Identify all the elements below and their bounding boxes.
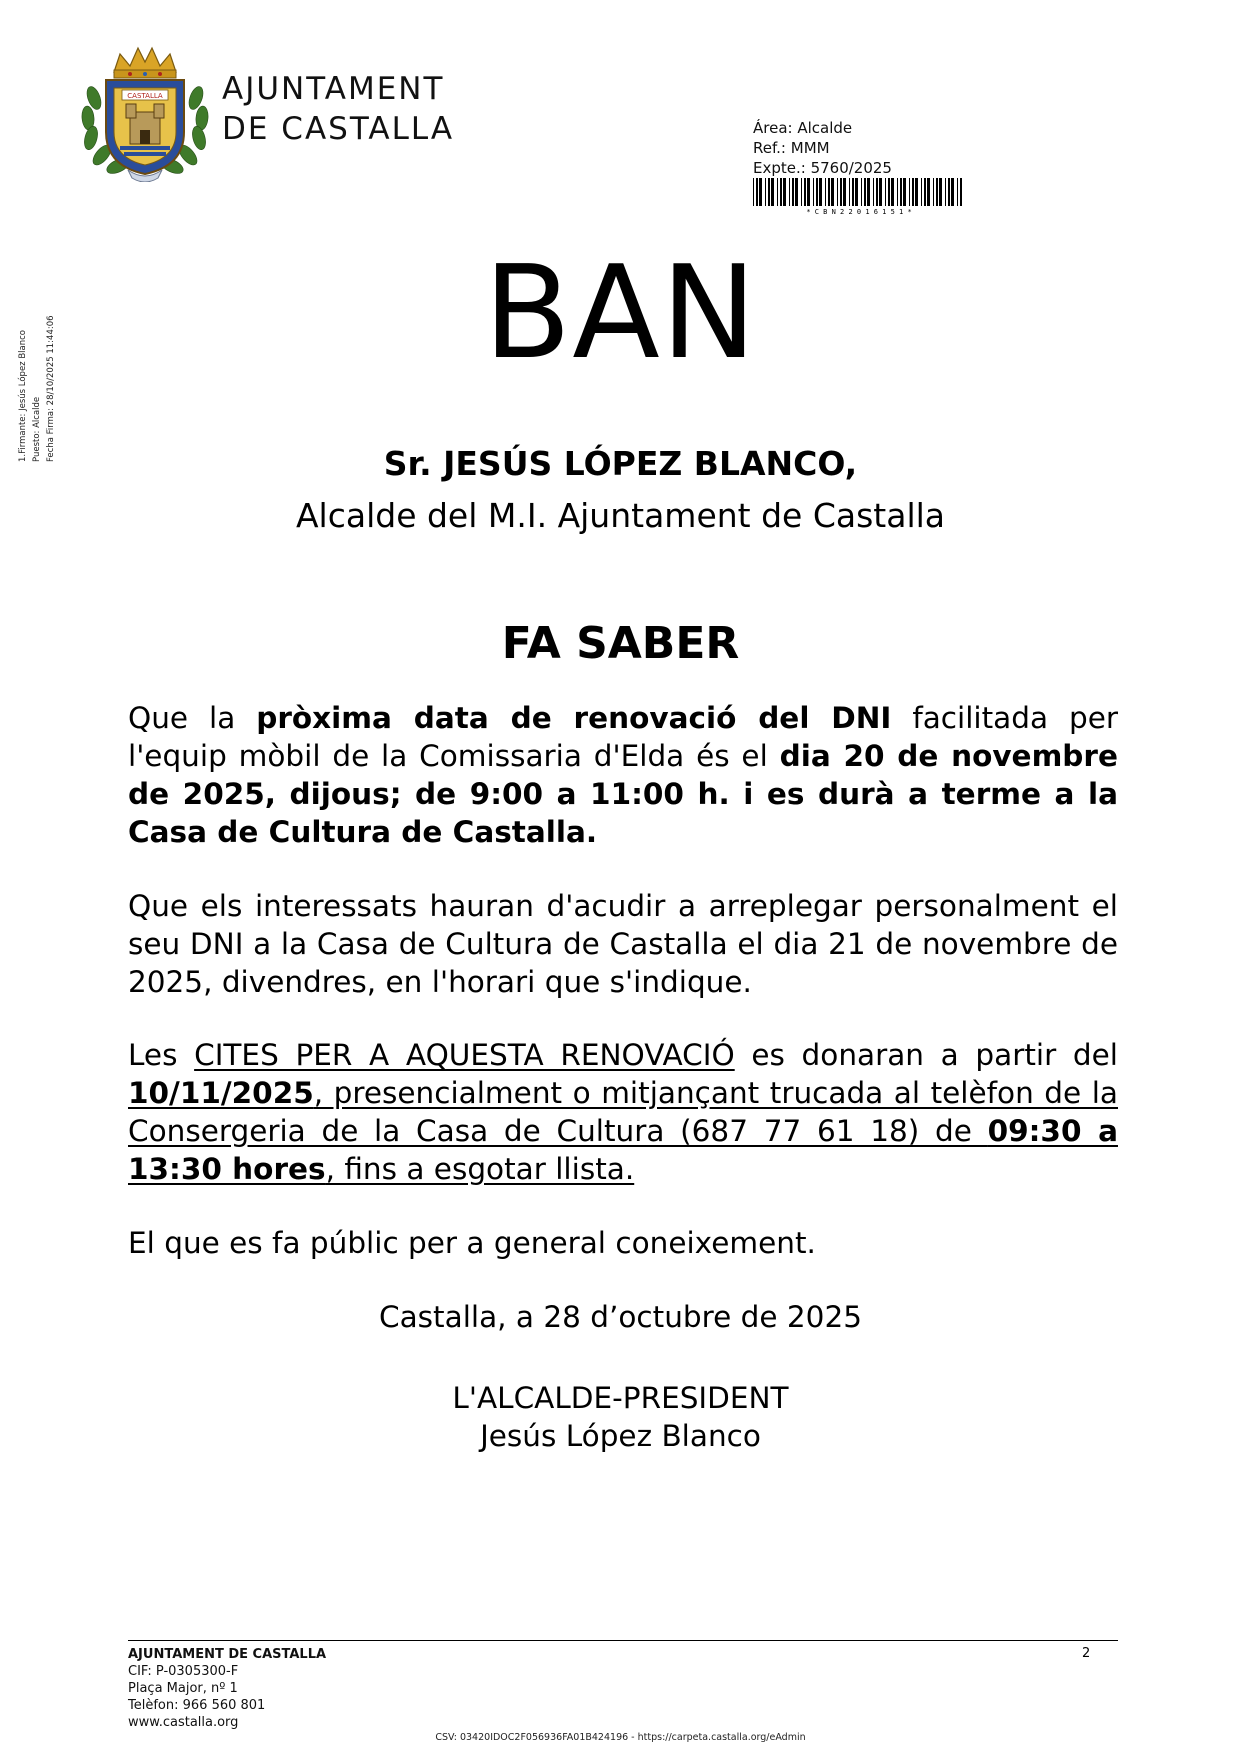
p3-text-f: 09:30 a 13:30 hores bbox=[128, 1114, 1118, 1186]
signatory-title: L'ALCALDE-PRESIDENT bbox=[452, 1381, 789, 1415]
barcode-bar bbox=[789, 178, 790, 206]
footer-phone: Telèfon: 966 560 801 bbox=[128, 1698, 266, 1713]
document-title: BAN bbox=[483, 239, 758, 388]
barcode-bar bbox=[771, 178, 774, 206]
barcode-bar bbox=[852, 178, 854, 206]
barcode-bar bbox=[912, 178, 914, 206]
barcode-bar bbox=[921, 178, 922, 206]
barcode-bar bbox=[867, 178, 870, 206]
reference-area: Área: Alcalde bbox=[753, 119, 853, 137]
barcode-bar bbox=[756, 178, 758, 206]
p3-text-g: , fins a esgotar llista. bbox=[325, 1152, 635, 1186]
barcode-bar bbox=[831, 178, 834, 206]
reference-file-number: Expte.: 5760/2025 bbox=[753, 159, 892, 177]
p3-text-d: 10/11/2025 bbox=[128, 1076, 314, 1110]
barcode-bar bbox=[864, 178, 866, 206]
page-number: 2 bbox=[1082, 1646, 1091, 1661]
barcode-bar bbox=[927, 178, 930, 206]
barcode-bar bbox=[897, 178, 898, 206]
coat-of-arms-logo bbox=[76, 40, 214, 182]
paragraph-appointments bbox=[128, 1036, 1118, 1188]
barcode-bar bbox=[777, 178, 778, 206]
paragraph-renewal-date bbox=[128, 699, 1118, 851]
barcode-bar bbox=[855, 178, 858, 206]
mayor-role: Alcalde del M.I. Ajuntament de Castalla bbox=[295, 496, 946, 535]
barcode-bar bbox=[909, 178, 910, 206]
barcode-bar bbox=[828, 178, 830, 206]
barcode-bar bbox=[843, 178, 846, 206]
barcode-bar bbox=[780, 178, 782, 206]
barcode-bar bbox=[924, 178, 926, 206]
footer-organization: AJUNTAMENT DE CASTALLA bbox=[128, 1647, 327, 1662]
barcode-bar bbox=[807, 178, 810, 206]
p3-text-a: Les bbox=[128, 1038, 195, 1072]
barcode-bar bbox=[795, 178, 798, 206]
barcode-bar bbox=[885, 178, 886, 206]
paragraph-pickup: Que els interessats hauran d'acudir a arreplegar personalment el seu DNI a la Casa de Cultura de Castalla el dia 21 de novembre de 2025, divendres, en l'horari que s'indique. bbox=[128, 889, 1118, 999]
barcode-bar bbox=[804, 178, 806, 206]
paragraph-public-notice: El que es fa públic per a general coneixement. bbox=[128, 1226, 816, 1260]
barcode-bar bbox=[759, 178, 762, 206]
barcode-bar bbox=[939, 178, 942, 206]
barcode-text: * C B N 2 2 0 1 6 1 5 1 * bbox=[806, 208, 912, 216]
barcode-bar bbox=[753, 178, 754, 206]
barcode-bar bbox=[888, 178, 890, 206]
barcode-bar bbox=[840, 178, 842, 206]
barcode-bar bbox=[948, 178, 950, 206]
signature-stamp-position: Puesto: Alcalde bbox=[32, 396, 42, 462]
barcode-bar bbox=[951, 178, 954, 206]
footer-divider bbox=[128, 1640, 1118, 1641]
barcode-bar bbox=[876, 178, 878, 206]
barcode-bar bbox=[837, 178, 838, 206]
footer-website: www.castalla.org bbox=[128, 1715, 239, 1730]
place-and-date: Castalla, a 28 d’octubre de 2025 bbox=[379, 1300, 862, 1334]
signature-stamp-signer: 1.Firmante: Jesús López Blanco bbox=[18, 329, 28, 462]
organization-name-line1: AJUNTAMENT bbox=[222, 71, 445, 107]
barcode-bar bbox=[900, 178, 902, 206]
barcode-bar bbox=[960, 178, 962, 206]
barcode-bar bbox=[873, 178, 874, 206]
barcode-bar bbox=[813, 178, 814, 206]
signatory-name: Jesús López Blanco bbox=[480, 1419, 761, 1453]
barcode-bar bbox=[783, 178, 786, 206]
p1-text-d: dia 20 de novembre de 2025, dijous; de 9:00 a 11:00 h. i es durà a terme a la Casa de Cultura de Castalla. bbox=[128, 739, 1118, 849]
barcode-bar bbox=[891, 178, 894, 206]
barcode-bar bbox=[825, 178, 826, 206]
p3-text-b: CITES PER A AQUESTA RENOVACIÓ bbox=[194, 1038, 735, 1072]
csv-verification-code: CSV: 03420IDOC2F056936FA01B424196 - https://carpeta.castalla.org/eAdmin bbox=[435, 1732, 806, 1743]
mayor-name: Sr. JESÚS LÓPEZ BLANCO, bbox=[383, 444, 858, 483]
barcode-bar bbox=[861, 178, 862, 206]
p1-text-a: Que la bbox=[128, 701, 257, 735]
barcode-bar bbox=[765, 178, 766, 206]
barcode-bar bbox=[915, 178, 918, 206]
barcode-bar bbox=[945, 178, 946, 206]
barcode-bar bbox=[849, 178, 850, 206]
barcode-bar bbox=[957, 178, 958, 206]
logo-banner-text: CASTALLA bbox=[127, 92, 163, 100]
barcode-bar bbox=[792, 178, 794, 206]
p3-text-c: es donaran a partir del bbox=[734, 1038, 1118, 1072]
barcode-bar bbox=[936, 178, 938, 206]
barcode bbox=[751, 178, 967, 216]
signature-stamp-date: Fecha Firma: 28/10/2025 11:44:06 bbox=[46, 315, 56, 462]
p3-text-e: , presencialment o mitjançant trucada al telèfon de la Consergeria de la Casa de Cultura (687 77 61 18) de bbox=[128, 1076, 1118, 1148]
p1-text-c: facilitada per l'equip mòbil de la Comissaria d'Elda és el bbox=[128, 701, 1118, 773]
announcement-heading: FA SABER bbox=[501, 618, 740, 669]
barcode-bar bbox=[819, 178, 822, 206]
reference-code: Ref.: MMM bbox=[753, 139, 830, 157]
barcode-bar bbox=[879, 178, 882, 206]
barcode-bar bbox=[768, 178, 770, 206]
barcode-bar bbox=[816, 178, 818, 206]
barcode-bar bbox=[801, 178, 802, 206]
footer-address: Plaça Major, nº 1 bbox=[128, 1681, 238, 1696]
organization-name-line2: DE CASTALLA bbox=[222, 111, 455, 147]
barcode-bar bbox=[933, 178, 934, 206]
footer-cif: CIF: P-0305300-F bbox=[128, 1664, 239, 1679]
p1-text-b: pròxima data de renovació del DNI bbox=[256, 701, 892, 735]
barcode-bar bbox=[903, 178, 906, 206]
